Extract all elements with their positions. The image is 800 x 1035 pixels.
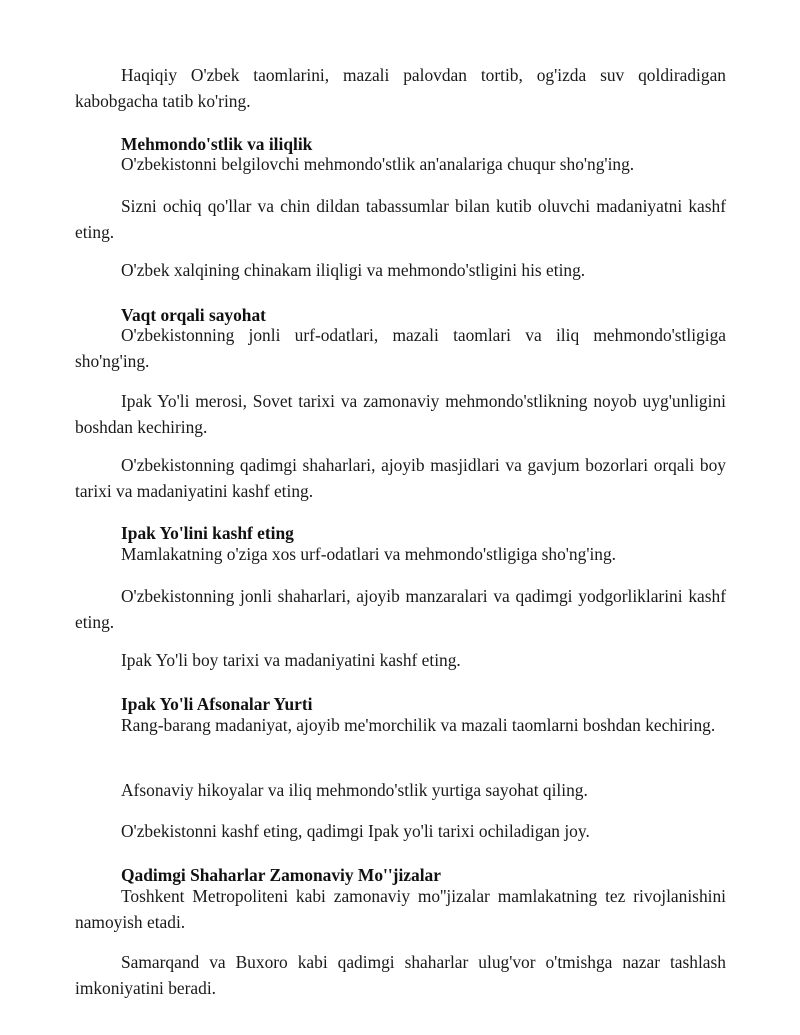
section-heading: Ipak Yo'lini kashf eting (121, 523, 294, 543)
section-heading: Qadimgi Shaharlar Zamonaviy Mo''jizalar (121, 865, 441, 885)
section-paragraph: Ipak Yo'li boy tarixi va madaniyatini kashf eting. (121, 650, 461, 670)
section-paragraph: O'zbekistonning qadimgi shaharlari, ajoyib masjidlari va gavjum bozorlari orqali boy tarixi va madaniyatini kashf eting. (75, 455, 726, 501)
section-paragraph: Samarqand va Buxoro kabi qadimgi shaharlar ulug'vor o'tmishga nazar tashlash imkoniyatini beradi. (75, 952, 726, 998)
section-paragraph: Ipak Yo'li merosi, Sovet tarixi va zamonaviy mehmondo'stlikning noyob uyg'unligini boshdan kechiring. (75, 391, 726, 437)
section-paragraph: Toshkent Metropoliteni kabi zamonaviy mo''jizalar mamlakatning tez rivojlanishini namoyish etadi. (75, 886, 726, 932)
section-paragraph: O'zbekistonning jonli shaharlari, ajoyib manzaralari va qadimgi yodgorliklarini kashf eting. (75, 586, 726, 632)
section-paragraph: O'zbek xalqining chinakam iliqligi va mehmondo'stligini his eting. (121, 260, 586, 280)
section-paragraph: Sizni ochiq qo'llar va chin dildan tabassumlar bilan kutib oluvchi madaniyatni kashf eting. (75, 196, 726, 242)
section-heading: Vaqt orqali sayohat (121, 305, 266, 325)
intro-paragraph: Haqiqiy O'zbek taomlarini, mazali palovdan tortib, og'izda suv qoldiradigan kabobgacha tatib ko'ring. (75, 65, 726, 111)
section-heading: Ipak Yo'li Afsonalar Yurti (121, 694, 313, 714)
section-paragraph: Rang-barang madaniyat, ajoyib me'morchilik va mazali taomlarni boshdan kechiring. (121, 715, 716, 735)
section-paragraph: O'zbekistonning jonli urf-odatlari, mazali taomlari va iliq mehmondo'stligiga sho'ng'ing. (75, 325, 726, 371)
section-paragraph: Afsonaviy hikoyalar va iliq mehmondo'stlik yurtiga sayohat qiling. (121, 780, 588, 800)
section-heading: Mehmondo'stlik va iliqlik (121, 134, 313, 154)
section-paragraph: O'zbekistonni kashf eting, qadimgi Ipak yo'li tarixi ochiladigan joy. (121, 821, 590, 841)
section-paragraph: O'zbekistonni belgilovchi mehmondo'stlik an'analariga chuqur sho'ng'ing. (121, 154, 635, 174)
section-paragraph: Mamlakatning o'ziga xos urf-odatlari va mehmondo'stligiga sho'ng'ing. (121, 544, 617, 564)
